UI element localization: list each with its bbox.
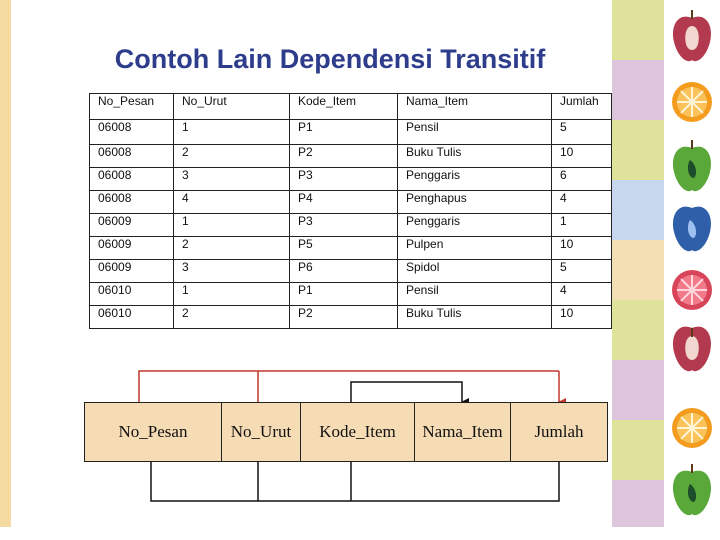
table-cell: Buku Tulis <box>398 306 552 329</box>
table-cell: 1 <box>174 214 290 237</box>
table-cell: 1 <box>174 283 290 306</box>
header-cell: No_Pesan <box>90 94 174 120</box>
table-cell: P3 <box>290 168 398 191</box>
table-cell: P6 <box>290 260 398 283</box>
table-cell: Pulpen <box>398 237 552 260</box>
table-cell: P5 <box>290 237 398 260</box>
table-cell: Spidol <box>398 260 552 283</box>
table-cell: 4 <box>552 191 612 214</box>
table-cell: 6 <box>552 168 612 191</box>
arrow-bottom-bus <box>151 462 559 501</box>
slide-title: Contoh Lain Dependensi Transitif <box>114 44 546 74</box>
table-cell: 06008 <box>90 191 174 214</box>
table-cell: Penggaris <box>398 214 552 237</box>
table-cell: 4 <box>174 191 290 214</box>
dep-field-jumlah: Jumlah <box>510 402 608 462</box>
table-cell: 10 <box>552 237 612 260</box>
table-cell: Penggaris <box>398 168 552 191</box>
table-cell: 2 <box>174 145 290 168</box>
table-cell: 4 <box>552 283 612 306</box>
table-cell: 2 <box>174 237 290 260</box>
table-cell: 06008 <box>90 168 174 191</box>
dep-field-no-pesan: No_Pesan <box>84 402 222 462</box>
table-cell: 10 <box>552 145 612 168</box>
table-cell: 5 <box>552 120 612 145</box>
table-cell: 06009 <box>90 214 174 237</box>
header-cell: Jumlah <box>552 94 612 120</box>
table-cell: 06009 <box>90 237 174 260</box>
table-cell: 3 <box>174 260 290 283</box>
table-cell: P2 <box>290 306 398 329</box>
table-cell: 06009 <box>90 260 174 283</box>
arrow-to-nama-item <box>351 382 462 402</box>
table-cell: P2 <box>290 145 398 168</box>
table-cell: 06010 <box>90 283 174 306</box>
table-cell: 1 <box>174 120 290 145</box>
table-cell: 10 <box>552 306 612 329</box>
table-cell: P1 <box>290 120 398 145</box>
table-cell: 2 <box>174 306 290 329</box>
table-cell: P3 <box>290 214 398 237</box>
dep-field-kode-item: Kode_Item <box>300 402 415 462</box>
dep-field-no-urut: No_Urut <box>221 402 301 462</box>
arrow-top-bus <box>139 371 559 402</box>
header-cell: Kode_Item <box>290 94 398 120</box>
dep-field-nama-item: Nama_Item <box>414 402 511 462</box>
table-cell: 06008 <box>90 145 174 168</box>
table-cell: Pensil <box>398 120 552 145</box>
table-cell: 5 <box>552 260 612 283</box>
table-cell: Buku Tulis <box>398 145 552 168</box>
table-cell: P4 <box>290 191 398 214</box>
table-cell: 1 <box>552 214 612 237</box>
table-cell: P1 <box>290 283 398 306</box>
table-cell: 06010 <box>90 306 174 329</box>
table-cell: 06008 <box>90 120 174 145</box>
header-cell: Nama_Item <box>398 94 552 120</box>
table-cell: 3 <box>174 168 290 191</box>
header-cell: No_Urut <box>174 94 290 120</box>
table-cell: Pensil <box>398 283 552 306</box>
table-cell: Penghapus <box>398 191 552 214</box>
